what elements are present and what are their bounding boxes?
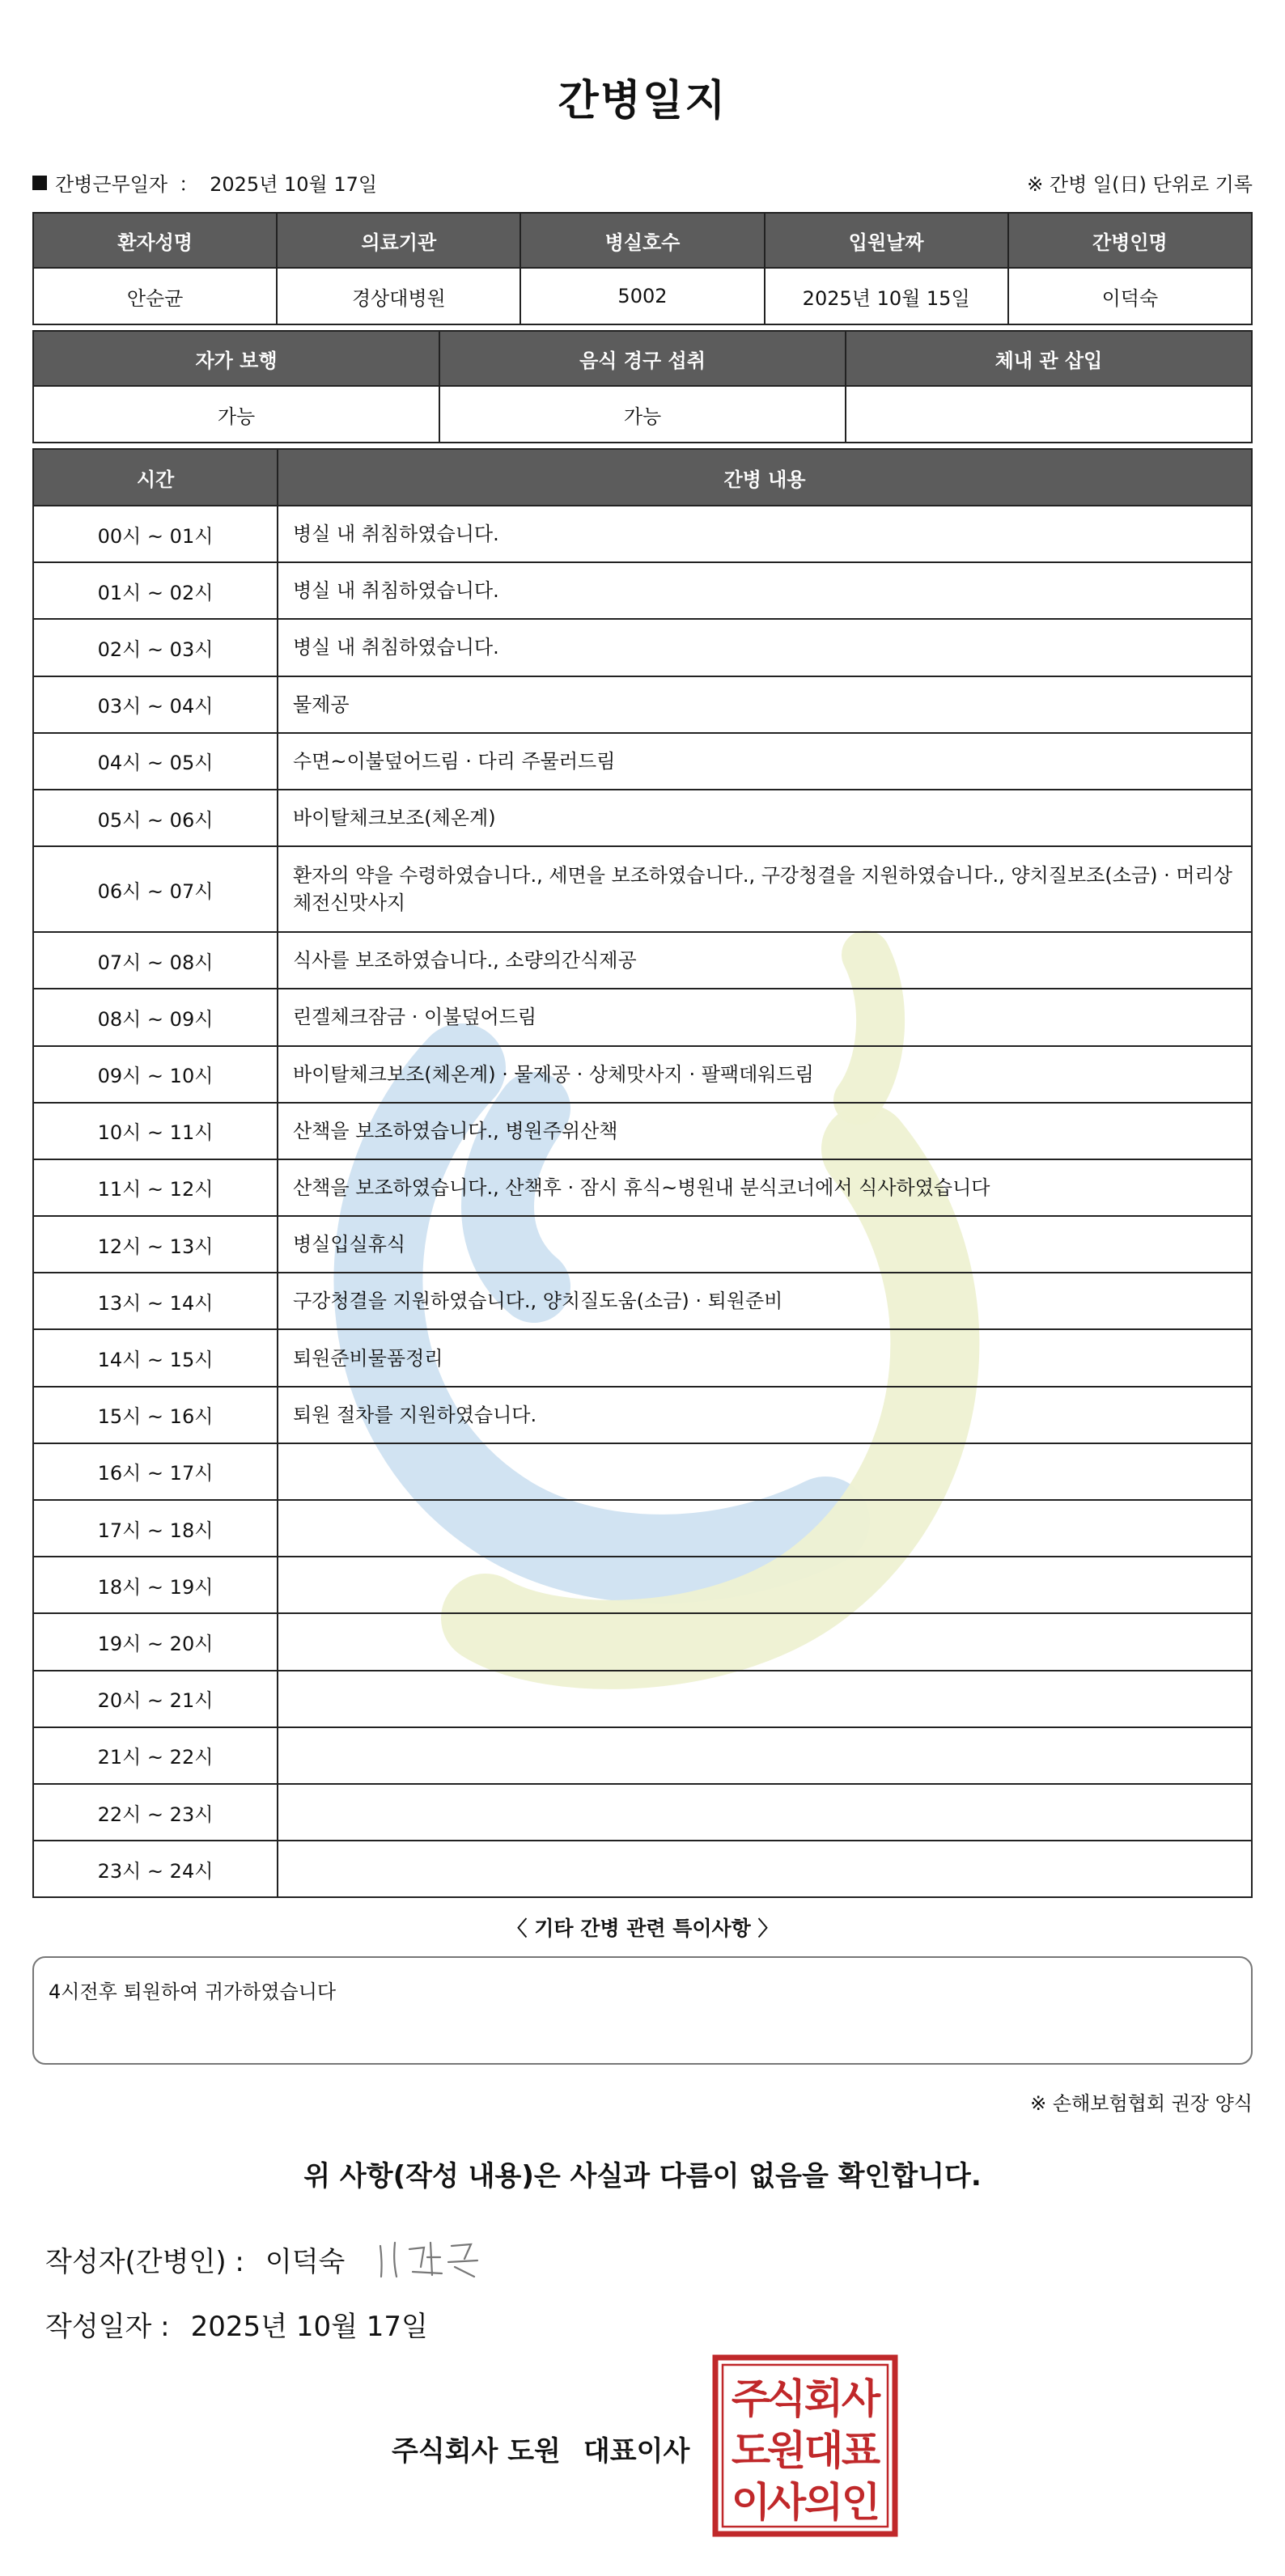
header-oral-intake: 음식 경구 섭취 xyxy=(439,331,846,386)
table-row xyxy=(33,1443,1252,1500)
time-cell: 20시 ~ 21시 xyxy=(33,1671,278,1727)
care-log-table xyxy=(32,448,1253,1898)
company-ceo-title: 대표이사 xyxy=(583,2435,690,2468)
time-cell: 00시 ~ 01시 xyxy=(33,506,278,562)
recommend-note: ※ 손해보험협회 권장 양식 xyxy=(1030,2092,1253,2115)
time-cell: 21시 ~ 22시 xyxy=(33,1727,278,1784)
patient-table-values xyxy=(33,268,1252,324)
time-cell: 13시 ~ 14시 xyxy=(33,1273,278,1329)
header-caregiver: 간병인명 xyxy=(1008,213,1252,268)
table-row xyxy=(33,1046,1252,1103)
header-tube: 체내 관 삽입 xyxy=(846,331,1252,386)
table-row xyxy=(33,1557,1252,1613)
content-cell xyxy=(278,1613,1252,1670)
ability-table-values xyxy=(33,386,1252,443)
table-row xyxy=(33,506,1252,562)
content-cell: 산책을 보조하였습니다., 산책후 · 잠시 휴식~병원내 분식코너에서 식사하였습니다 xyxy=(278,1159,1252,1216)
svg-text:식: 식 xyxy=(766,2375,807,2422)
time-cell: 02시 ~ 03시 xyxy=(33,619,278,676)
work-date xyxy=(32,168,377,197)
notes-box xyxy=(32,1956,1253,2065)
oral-intake-value: 가능 xyxy=(439,386,846,443)
table-row xyxy=(33,1841,1252,1897)
time-cell: 10시 ~ 11시 xyxy=(33,1103,278,1159)
time-cell: 23시 ~ 24시 xyxy=(33,1841,278,1897)
tube-value xyxy=(846,386,1252,443)
time-cell: 03시 ~ 04시 xyxy=(33,676,278,733)
writer-label: 작성자(간병인) : xyxy=(45,2245,244,2278)
table-row xyxy=(33,1727,1252,1784)
svg-text:도: 도 xyxy=(731,2427,771,2474)
table-row xyxy=(33,619,1252,676)
confirm-statement: 위 사항(작성 내용)은 사실과 다름이 없음을 확인합니다. xyxy=(303,2160,982,2193)
written-date-label: 작성일자 : xyxy=(45,2311,170,2343)
header-admit-date: 입원날짜 xyxy=(765,213,1008,268)
company-line xyxy=(392,2429,689,2468)
table-row xyxy=(33,1273,1252,1329)
time-cell: 17시 ~ 18시 xyxy=(33,1500,278,1557)
time-cell: 22시 ~ 23시 xyxy=(33,1784,278,1841)
content-cell: 구강청결을 지원하였습니다., 양치질도움(소금) · 퇴원준비 xyxy=(278,1273,1252,1329)
svg-text:주: 주 xyxy=(731,2375,771,2422)
time-cell: 05시 ~ 06시 xyxy=(33,790,278,846)
patient-table xyxy=(32,212,1253,325)
time-cell: 07시 ~ 08시 xyxy=(33,932,278,989)
time-cell: 04시 ~ 05시 xyxy=(33,733,278,790)
content-cell xyxy=(278,1500,1252,1557)
patient-name: 안순균 xyxy=(33,268,277,324)
walking-value: 가능 xyxy=(33,386,439,443)
table-row xyxy=(33,932,1252,989)
time-cell: 06시 ~ 07시 xyxy=(33,846,278,932)
content-cell xyxy=(278,1671,1252,1727)
time-cell: 15시 ~ 16시 xyxy=(33,1387,278,1443)
content-cell xyxy=(278,1841,1252,1897)
written-date-row xyxy=(45,2304,428,2344)
content-cell xyxy=(278,1784,1252,1841)
table-row xyxy=(33,1613,1252,1670)
time-cell: 01시 ~ 02시 xyxy=(33,562,278,619)
writer-row xyxy=(45,2235,487,2283)
room-number: 5002 xyxy=(520,268,764,324)
header-room: 병실호수 xyxy=(520,213,764,268)
table-row xyxy=(33,1159,1252,1216)
notes-title: 〈 기타 간병 관련 특이사항 〉 xyxy=(507,1917,778,1940)
square-bullet-icon xyxy=(32,176,47,190)
table-row xyxy=(33,1103,1252,1159)
content-cell: 수면~이불덮어드림 · 다리 주물러드림 xyxy=(278,733,1252,790)
table-row xyxy=(33,1387,1252,1443)
writer-name: 이덕숙 xyxy=(265,2245,346,2278)
content-cell: 산책을 보조하였습니다., 병원주위산책 xyxy=(278,1103,1252,1159)
header-hospital: 의료기관 xyxy=(277,213,520,268)
time-cell: 14시 ~ 15시 xyxy=(33,1329,278,1386)
header-patient-name: 환자성명 xyxy=(33,213,277,268)
svg-text:회: 회 xyxy=(804,2375,844,2422)
content-cell: 퇴원준비물품정리 xyxy=(278,1329,1252,1386)
ability-table-header xyxy=(33,331,1252,386)
content-cell xyxy=(278,1727,1252,1784)
written-date-value: 2025년 10월 17일 xyxy=(190,2311,428,2343)
time-cell: 08시 ~ 09시 xyxy=(33,989,278,1045)
svg-text:원: 원 xyxy=(766,2427,807,2474)
table-row xyxy=(33,733,1252,790)
table-row xyxy=(33,562,1252,619)
header-time: 시간 xyxy=(33,449,278,506)
content-cell: 물제공 xyxy=(278,676,1252,733)
notes-text: 4시전후 퇴원하여 귀가하였습니다 xyxy=(49,1981,337,2003)
table-row xyxy=(33,790,1252,846)
signature-mark xyxy=(374,2235,487,2283)
ability-table xyxy=(32,330,1253,443)
hospital: 경상대병원 xyxy=(277,268,520,324)
content-cell: 병실 내 취침하였습니다. xyxy=(278,562,1252,619)
work-date-label: 간병근무일자 xyxy=(55,173,168,196)
patient-table-header xyxy=(33,213,1252,268)
work-date-value: 2025년 10월 17일 xyxy=(210,173,378,196)
svg-text:사: 사 xyxy=(841,2375,881,2422)
care-log-rows xyxy=(33,506,1252,1897)
table-row xyxy=(33,1329,1252,1386)
svg-text:사: 사 xyxy=(766,2479,807,2526)
content-cell: 식사를 보조하였습니다., 소량의간식제공 xyxy=(278,932,1252,989)
content-cell: 린겔체크잠금 · 이불덮어드림 xyxy=(278,989,1252,1045)
page-title: 간병일지 xyxy=(558,77,727,125)
header-content: 간병 내용 xyxy=(278,449,1252,506)
caregiver-name: 이덕숙 xyxy=(1008,268,1252,324)
table-row xyxy=(33,989,1252,1045)
time-cell: 19시 ~ 20시 xyxy=(33,1613,278,1670)
content-cell xyxy=(278,1443,1252,1500)
table-row xyxy=(33,1500,1252,1557)
content-cell: 병실 내 취침하였습니다. xyxy=(278,619,1252,676)
table-row xyxy=(33,1784,1252,1841)
admit-date: 2025년 10월 15일 xyxy=(765,268,1008,324)
work-date-colon: ： xyxy=(179,173,199,196)
content-cell: 병실입실휴식 xyxy=(278,1216,1252,1273)
time-cell: 12시 ~ 13시 xyxy=(33,1216,278,1273)
meta-row xyxy=(32,168,1253,197)
time-cell: 18시 ~ 19시 xyxy=(33,1557,278,1613)
table-row xyxy=(33,1216,1252,1273)
company-seal xyxy=(712,2354,898,2537)
content-cell: 환자의 약을 수령하였습니다., 세면을 보조하였습니다., 구강청결을 지원하였습니다., 양치질보조(소금) · 머리상체전신맛사지 xyxy=(278,846,1252,932)
time-cell: 09시 ~ 10시 xyxy=(33,1046,278,1103)
svg-text:의: 의 xyxy=(804,2479,844,2526)
content-cell xyxy=(278,1557,1252,1613)
care-log-header xyxy=(33,449,1252,506)
time-cell: 11시 ~ 12시 xyxy=(33,1159,278,1216)
content-cell: 병실 내 취침하였습니다. xyxy=(278,506,1252,562)
time-cell: 16시 ~ 17시 xyxy=(33,1443,278,1500)
svg-text:대: 대 xyxy=(804,2427,844,2474)
svg-text:이: 이 xyxy=(731,2479,771,2526)
table-row xyxy=(33,676,1252,733)
content-cell: 바이탈체크보조(체온계) xyxy=(278,790,1252,846)
company-name: 주식회사 도원 xyxy=(392,2435,561,2468)
table-row xyxy=(33,1671,1252,1727)
unit-note: ※ 간병 일(日) 단위로 기록 xyxy=(1027,173,1253,196)
header-walking: 자가 보행 xyxy=(33,331,439,386)
svg-text:표: 표 xyxy=(841,2427,881,2474)
content-cell: 퇴원 절차를 지원하였습니다. xyxy=(278,1387,1252,1443)
table-row xyxy=(33,846,1252,932)
svg-text:인: 인 xyxy=(841,2479,881,2526)
content-cell: 바이탈체크보조(체온계) · 물제공 · 상체맛사지 · 팔팩데워드림 xyxy=(278,1046,1252,1103)
